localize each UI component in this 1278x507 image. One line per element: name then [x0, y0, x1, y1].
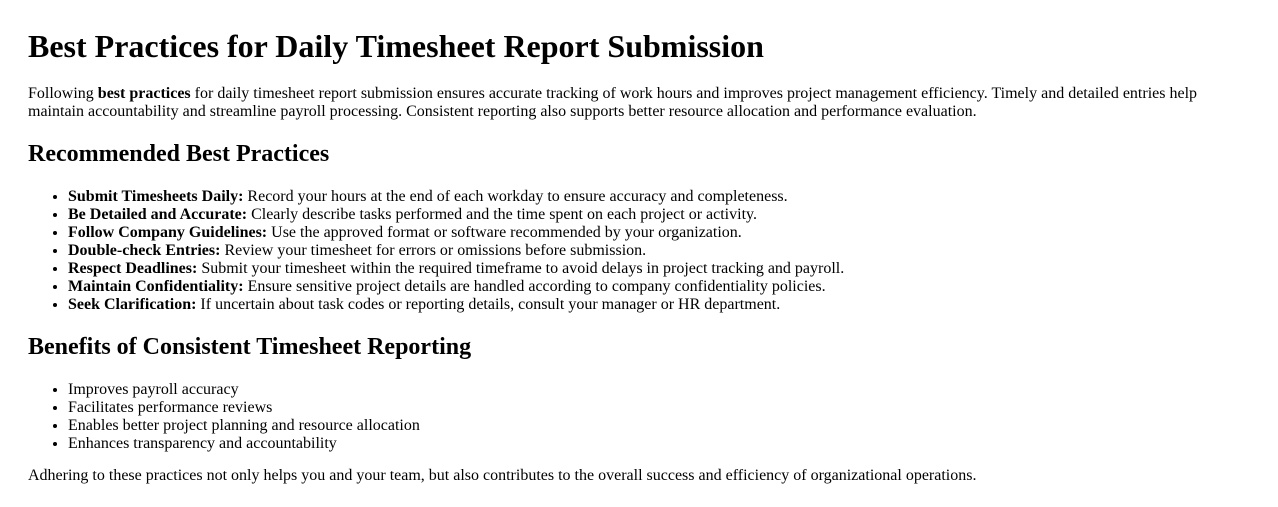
list-item [68, 435, 1250, 453]
list-item-label: Submit Timesheets Daily: [68, 188, 244, 206]
list-item-label: Double-check Entries: [68, 242, 221, 260]
list-item-text: Ensure sensitive project details are handled according to company confidentiality policies. [243, 278, 826, 296]
list-item [68, 296, 1250, 314]
benefits-list [28, 381, 1250, 453]
list-item [68, 417, 1250, 435]
section-heading-recommended-best-practices: Recommended Best Practices [28, 141, 330, 168]
list-item-text: Clearly describe tasks performed and the time spent on each project or activity. [247, 206, 757, 224]
list-item-label: Follow Company Guidelines: [68, 224, 268, 242]
page-title: Best Practices for Daily Timesheet Report Submission [28, 28, 764, 64]
list-item-text: Submit your timesheet within the required timeframe to avoid delays in project tracking and payroll. [197, 260, 845, 278]
list-item-text: Use the approved format or software recommended by your organization. [267, 224, 742, 242]
list-item [68, 242, 1250, 260]
list-item-text: Improves payroll accuracy [68, 380, 239, 398]
list-item [68, 278, 1250, 296]
list-item-text: If uncertain about task codes or reporting details, consult your manager or HR department. [196, 296, 781, 314]
list-item-text: Enhances transparency and accountability [68, 434, 337, 452]
list-item-label: Seek Clarification: [68, 296, 197, 314]
list-item-text: Review your timesheet for errors or omissions before submission. [220, 242, 647, 260]
intro-bold-phrase: best practices [97, 85, 191, 103]
list-item-text: Enables better project planning and resource allocation [68, 416, 420, 434]
intro-text-before-bold: Following [28, 85, 98, 103]
intro-text-after-bold: for daily timesheet report submission ensures accurate tracking of work hours and improves project management efficiency. Timely and detailed entries help maintain accountability and streamline payroll processing. Consistent reporting also supports better resource allocation and performance evaluation. [28, 85, 1198, 121]
section-heading-benefits-of-consistent-timesheet-reporting: Benefits of Consistent Timesheet Reporting [28, 334, 472, 361]
list-item-text: Facilitates performance reviews [68, 398, 273, 416]
list-item-label: Be Detailed and Accurate: [68, 206, 248, 224]
list-item [68, 399, 1250, 417]
list-item-text: Record your hours at the end of each workday to ensure accuracy and completeness. [243, 188, 788, 206]
list-item [68, 224, 1250, 242]
closing-paragraph: Adhering to these practices not only helps you and your team, but also contributes to the overall success and efficiency of organizational operations. [28, 466, 977, 484]
list-item [68, 206, 1250, 224]
list-item [68, 188, 1250, 206]
intro-paragraph [28, 85, 1250, 121]
recommended-best-practices-list [28, 188, 1250, 314]
list-item [68, 381, 1250, 399]
list-item-label: Maintain Confidentiality: [68, 278, 244, 296]
list-item [68, 260, 1250, 278]
list-item-label: Respect Deadlines: [68, 260, 198, 278]
